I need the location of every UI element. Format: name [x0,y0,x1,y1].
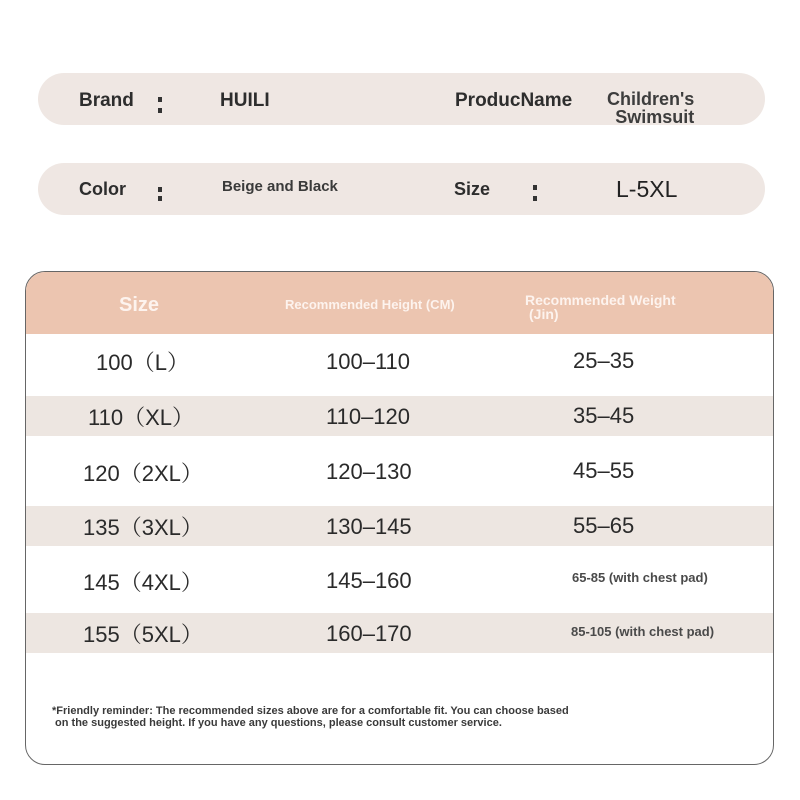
cell-weight: 55–65 [573,513,635,538]
cell-size: 120（2XL） [83,461,203,486]
cell-size: 145（4XL） [83,570,203,595]
cell-height: 120–130 [326,459,412,484]
product-name-value-line2: Swimsuit [615,107,695,127]
brand-value: HUILI [220,90,270,111]
table-row [26,340,773,380]
size-chart-table [25,271,774,765]
size-value: L-5XL [616,176,678,202]
header-weight [525,293,676,321]
friendly-reminder-note [52,705,569,729]
product-name-value-line1: Children's [607,89,695,109]
header-weight-line1: Recommended Weight [525,292,676,308]
table-row [26,396,773,436]
table-row [26,451,773,491]
colon-separator [533,185,537,201]
cell-size: 100（L） [96,350,189,375]
header-weight-line2: (Jin) [529,306,559,322]
cell-height: 130–145 [326,514,412,539]
color-label: Color [79,179,126,199]
cell-weight: 65-85 (with chest pad) [572,570,708,585]
product-name-label: ProducName [455,90,573,111]
header-height: Recommended Height (CM) [285,297,455,312]
note-line2: on the suggested height. If you have any questions, please consult customer service. [52,717,502,729]
header-size: Size [119,294,160,316]
table-row [26,613,773,653]
brand-label: Brand [79,90,134,111]
info-bar-brand-product [38,73,765,125]
cell-weight: 45–55 [573,458,635,483]
cell-weight: 35–45 [573,403,635,428]
cell-height: 100–110 [326,349,411,374]
cell-height: 145–160 [326,568,412,593]
cell-height: 110–120 [326,404,411,429]
cell-size: 135（3XL） [83,515,203,540]
cell-size: 110（XL） [88,405,194,430]
size-label: Size [454,179,491,199]
cell-height: 160–170 [326,621,412,646]
cell-weight: 25–35 [573,348,635,373]
table-row [26,558,773,612]
cell-size: 155（5XL） [83,622,203,647]
note-line1: *Friendly reminder: The recommended sizes above are for a comfortable fit. You can choose based [52,705,569,717]
color-value: Beige and Black [222,178,338,195]
info-bar-color-size [38,163,765,215]
cell-weight: 85-105 (with chest pad) [571,624,715,639]
table-row [26,506,773,546]
colon-separator [158,97,162,113]
table-header [26,272,773,334]
colon-separator [158,187,162,201]
product-name-value [607,90,694,126]
